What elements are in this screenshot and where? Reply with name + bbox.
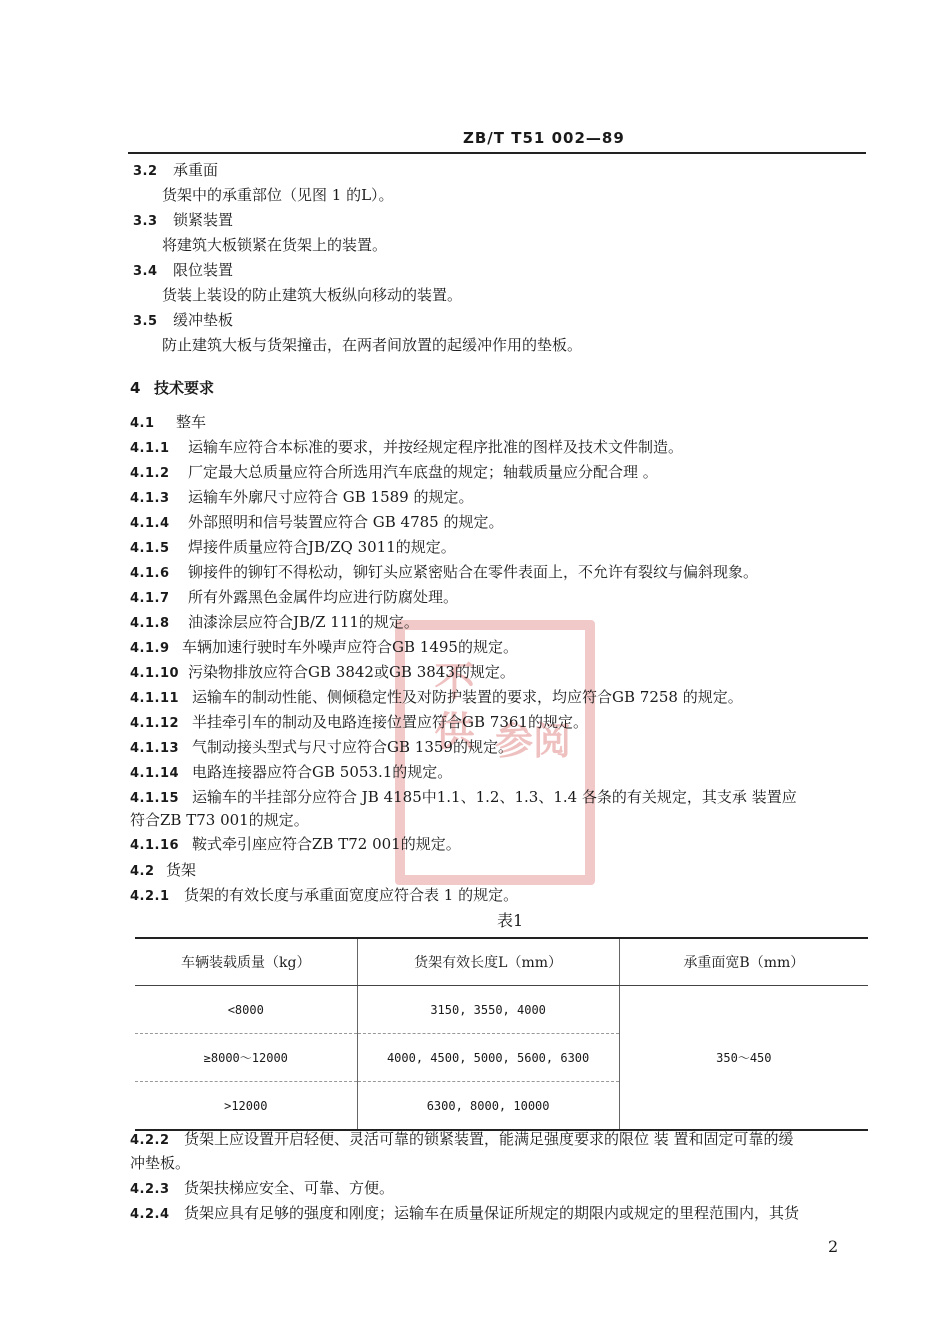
item-4-1-4: 4.1.4 外部照明和信号装置应符合 GB 4785 的规定。 [130, 513, 504, 531]
chapter-4-heading: 4 技术要求 [130, 379, 215, 397]
item-4-1-13: 4.1.13 气制动接头型式与尺寸应符合GB 1359的规定。 [130, 738, 513, 756]
section-3-5-text: 防止建筑大板与货架撞击，在两者间放置的起缓冲作用的垫板。 [162, 336, 583, 354]
document-code-header: ZB/T T51 002—89 [463, 129, 625, 147]
item-4-1: 4.1 整车 [130, 413, 207, 431]
table-caption: 表1 [497, 911, 524, 930]
section-3-3-heading: 3.3 锁紧装置 [133, 211, 234, 229]
section-3-5-heading: 3.5 缓冲垫板 [133, 311, 234, 329]
item-4-1-14: 4.1.14 电路连接器应符合GB 5053.1的规定。 [130, 763, 453, 781]
item-4-1-15: 4.1.15 运输车的半挂部分应符合 JB 4185中1.1、1.2、1.3、1.4 各条的有关规定，其支承 装置应 [130, 788, 797, 806]
col-header-effective-length: 货架有效长度L（mm） [357, 938, 619, 986]
cell-load-mass: <8000 [135, 986, 357, 1034]
col-header-load-mass: 车辆装载质量（kg） [135, 938, 357, 986]
section-3-2-text: 货架中的承重部位（见图 1 的L）。 [162, 186, 394, 204]
section-3-4-text: 货装上装设的防止建筑大板纵向移动的装置。 [162, 286, 463, 304]
cell-effective-length: 4000, 4500, 5000, 5600, 6300 [357, 1034, 619, 1082]
item-4-1-15-cont: 符合ZB T73 001的规定。 [130, 811, 309, 829]
item-4-1-16: 4.1.16 鞍式牵引座应符合ZB T72 001的规定。 [130, 835, 461, 853]
item-4-2: 4.2 货架 [130, 861, 197, 879]
col-header-bearing-width: 承重面宽B（mm） [619, 938, 868, 986]
cell-effective-length: 6300, 8000, 10000 [357, 1082, 619, 1131]
item-4-1-12: 4.1.12 半挂牵引车的制动及电路连接位置应符合GB 7361的规定。 [130, 713, 588, 731]
item-4-2-2-cont: 冲垫板。 [130, 1154, 191, 1172]
table-header-row [135, 938, 868, 986]
item-4-1-11: 4.1.11 运输车的制动性能、侧倾稳定性及对防护装置的要求，均应符合GB 7258 的规定。 [130, 688, 743, 706]
item-4-1-2: 4.1.2 厂定最大总质量应符合所选用汽车底盘的规定；轴载质量应分配合理 。 [130, 463, 658, 481]
page-number: 2 [828, 1237, 839, 1256]
cell-bearing-width: 350～450 [716, 1051, 772, 1065]
cell-load-mass: ≥8000～12000 [135, 1034, 357, 1082]
item-4-1-6: 4.1.6 铆接件的铆钉不得松动，铆钉头应紧密贴合在零件表面上，不允许有裂纹与偏斜现象。 [130, 563, 759, 581]
section-3-2-heading: 3.2 承重面 [133, 161, 219, 179]
item-4-2-1: 4.2.1 货架的有效长度与承重面宽度应符合表 1 的规定。 [130, 886, 519, 904]
stamp-text-left: 不供 [428, 660, 475, 760]
header-rule [128, 152, 866, 154]
stamp-text-right: 参阅 [495, 718, 572, 763]
item-4-2-2: 4.2.2 货架上应设置开启轻便、灵活可靠的锁紧装置，能满足强度要求的限位 装 置和固定可靠的缓 [130, 1130, 794, 1148]
item-4-1-9: 4.1.9 车辆加速行驶时车外噪声应符合GB 1495的规定。 [130, 638, 518, 656]
cell-effective-length: 3150, 3550, 4000 [357, 986, 619, 1034]
section-3-3-text: 将建筑大板锁紧在货架上的装置。 [162, 236, 388, 254]
item-4-2-3: 4.2.3 货架扶梯应安全、可靠、方便。 [130, 1179, 395, 1197]
table-row [135, 986, 868, 1034]
item-4-1-10: 4.1.10 污染物排放应符合GB 3842或GB 3843的规定。 [130, 663, 515, 681]
cell-load-mass: >12000 [224, 1098, 268, 1113]
item-4-1-7: 4.1.7 所有外露黑色金属件均应进行防腐处理。 [130, 588, 459, 606]
item-4-1-3: 4.1.3 运输车外廓尺寸应符合 GB 1589 的规定。 [130, 488, 474, 506]
item-4-2-4: 4.2.4 货架应具有足够的强度和刚度；运输车在质量保证所规定的期限内或规定的里程范围内，其货 [130, 1204, 800, 1222]
section-3-4-heading: 3.4 限位装置 [133, 261, 234, 279]
item-4-1-1: 4.1.1 运输车应符合本标准的要求，并按经规定程序批准的图样及技术文件制造。 [130, 438, 684, 456]
table-1 [135, 937, 868, 1131]
item-4-1-8: 4.1.8 油漆涂层应符合JB/Z 111的规定。 [130, 613, 419, 631]
item-4-1-5: 4.1.5 焊接件质量应符合JB/ZQ 3011的规定。 [130, 538, 456, 556]
